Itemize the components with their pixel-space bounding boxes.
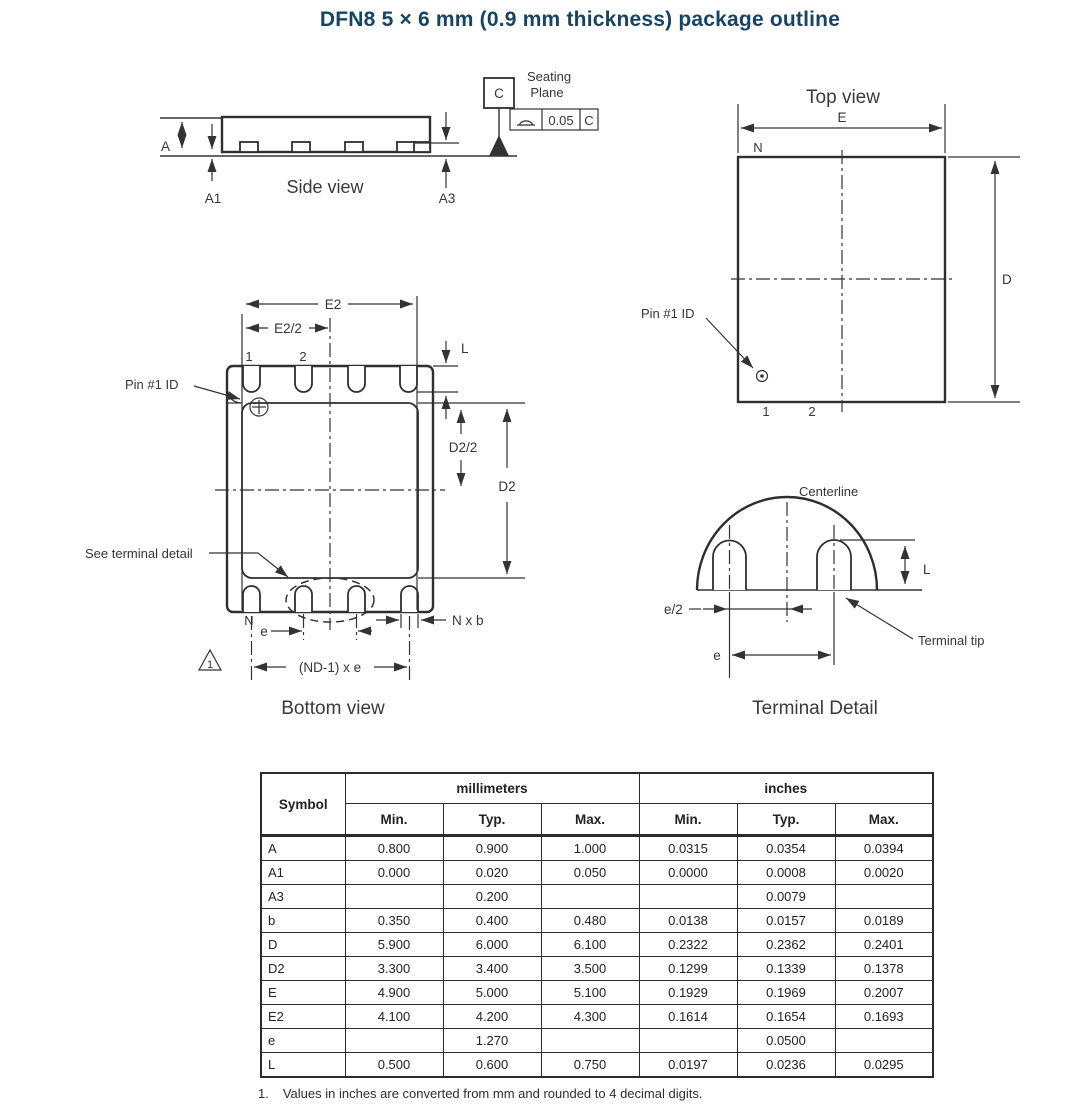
value-cell: 3.500 <box>541 957 639 981</box>
symbol-cell: L <box>261 1053 345 1078</box>
value-cell <box>639 885 737 909</box>
col-header-in-min: Min. <box>639 804 737 836</box>
value-cell: 3.400 <box>443 957 541 981</box>
value-cell: 0.0500 <box>737 1029 835 1053</box>
table-row <box>261 981 933 1005</box>
value-cell: 0.0000 <box>639 861 737 885</box>
dim-nd1e-label: (ND-1) x e <box>298 660 362 675</box>
symbol-cell: E <box>261 981 345 1005</box>
value-cell: 0.0394 <box>835 836 933 861</box>
table-row <box>261 909 933 933</box>
value-cell: 5.100 <box>541 981 639 1005</box>
table-row <box>261 1053 933 1078</box>
side-view-title: Side view <box>286 177 364 197</box>
value-cell: 0.0008 <box>737 861 835 885</box>
value-cell: 0.1339 <box>737 957 835 981</box>
dim-A-label: A <box>160 139 170 154</box>
dim-Nxb-label: N x b <box>452 613 484 628</box>
dimension-table <box>260 772 934 1078</box>
terminal-detail-body <box>697 497 922 678</box>
value-cell <box>345 885 443 909</box>
pin1-id-label: Pin #1 ID <box>125 377 179 392</box>
symbol-cell: D <box>261 933 345 957</box>
dim-L-label: L <box>923 562 931 577</box>
value-cell: 1.270 <box>443 1029 541 1053</box>
value-cell: 0.000 <box>345 861 443 885</box>
dim-A1-label: A1 <box>204 191 222 206</box>
value-cell: 1.000 <box>541 836 639 861</box>
inches-header: inches <box>639 773 933 804</box>
value-cell: 0.1969 <box>737 981 835 1005</box>
symbol-cell: A3 <box>261 885 345 909</box>
dim-D <box>948 157 1020 402</box>
col-header-mm-typ: Typ. <box>443 804 541 836</box>
feature-control-frame <box>510 109 598 130</box>
value-cell: 0.350 <box>345 909 443 933</box>
value-cell: 0.1654 <box>737 1005 835 1029</box>
pin1-number: 1 <box>762 404 770 419</box>
value-cell: 0.0295 <box>835 1053 933 1078</box>
top-view-title: Top view <box>806 87 880 108</box>
footnote-text: Values in inches are converted from mm and rounded to 4 decimal digits. <box>282 1086 703 1101</box>
pin1-id-label: Pin #1 ID <box>641 306 695 321</box>
dim-e-half-label: e/2 <box>664 602 683 617</box>
value-cell: 0.1299 <box>639 957 737 981</box>
value-cell: 0.0354 <box>737 836 835 861</box>
seating-label-2: Plane <box>530 85 564 100</box>
value-cell: 4.200 <box>443 1005 541 1029</box>
value-cell: 0.1614 <box>639 1005 737 1029</box>
value-cell: 0.400 <box>443 909 541 933</box>
symbol-header: Symbol <box>261 773 345 836</box>
top-view-body <box>731 150 952 412</box>
value-cell: 0.0315 <box>639 836 737 861</box>
value-cell: 0.2362 <box>737 933 835 957</box>
note-triangle <box>199 650 221 671</box>
flatness-symbol-icon <box>517 121 535 125</box>
dim-A3 <box>415 112 459 206</box>
dimension-table-body <box>261 836 933 1078</box>
table-row <box>261 1029 933 1053</box>
table-footnote <box>258 1086 702 1101</box>
dim-E <box>738 104 945 153</box>
value-cell: 0.0079 <box>737 885 835 909</box>
dim-D-label: D <box>1002 272 1012 287</box>
symbol-cell: D2 <box>261 957 345 981</box>
dim-A <box>161 122 182 154</box>
table-row <box>261 861 933 885</box>
dim-Nxb <box>376 613 484 628</box>
footnote-number: 1. <box>258 1086 269 1101</box>
col-header-in-typ: Typ. <box>737 804 835 836</box>
tolerance-datum: C <box>584 113 594 128</box>
dim-D2 <box>498 409 515 574</box>
col-header-mm-min: Min. <box>345 804 443 836</box>
col-header-in-max: Max. <box>835 804 933 836</box>
col-header-mm-max: Max. <box>541 804 639 836</box>
value-cell: 0.1929 <box>639 981 737 1005</box>
value-cell: 0.750 <box>541 1053 639 1078</box>
value-cell: 0.0138 <box>639 909 737 933</box>
value-cell: 0.0020 <box>835 861 933 885</box>
value-cell <box>639 1029 737 1053</box>
value-cell: 0.0157 <box>737 909 835 933</box>
symbol-cell: b <box>261 909 345 933</box>
top-view-drawing <box>630 85 1040 425</box>
value-cell: 6.000 <box>443 933 541 957</box>
value-cell: 0.480 <box>541 909 639 933</box>
side-view-body <box>160 117 517 156</box>
value-cell <box>835 1029 933 1053</box>
dim-L <box>417 341 469 419</box>
value-cell: 0.800 <box>345 836 443 861</box>
see-terminal-detail-label: See terminal detail <box>85 546 193 561</box>
value-cell: 0.2322 <box>639 933 737 957</box>
bottom-view-drawing <box>75 290 545 725</box>
bottom-view-title: Bottom view <box>281 698 385 719</box>
dim-e-label: e <box>260 624 268 639</box>
value-cell: 0.020 <box>443 861 541 885</box>
pin2-number: 2 <box>808 404 816 419</box>
table-row <box>261 933 933 957</box>
symbol-cell: e <box>261 1029 345 1053</box>
table-row <box>261 957 933 981</box>
seating-plane-callout <box>484 69 598 156</box>
dim-E2-half <box>246 321 328 336</box>
value-cell: 0.200 <box>443 885 541 909</box>
terminal-tip-label: Terminal tip <box>918 633 985 648</box>
symbol-cell: E2 <box>261 1005 345 1029</box>
value-cell: 4.100 <box>345 1005 443 1029</box>
pin1-id-callout <box>641 306 768 382</box>
value-cell: 5.900 <box>345 933 443 957</box>
dim-D2-half <box>449 410 478 486</box>
dim-E2-label: E2 <box>324 297 342 312</box>
dim-e-label: e <box>713 648 721 663</box>
value-cell: 0.1378 <box>835 957 933 981</box>
value-cell: 0.2401 <box>835 933 933 957</box>
value-cell <box>541 1029 639 1053</box>
bottom-view-body <box>215 318 525 630</box>
value-cell: 0.500 <box>345 1053 443 1078</box>
millimeters-header: millimeters <box>345 773 639 804</box>
terminal-detail-drawing <box>640 475 1010 725</box>
datum-box-label: C <box>494 86 504 101</box>
value-cell: 0.2007 <box>835 981 933 1005</box>
value-cell: 6.100 <box>541 933 639 957</box>
value-cell: 0.0236 <box>737 1053 835 1078</box>
symbol-cell: A1 <box>261 861 345 885</box>
dim-D2-half-label: D2/2 <box>448 440 478 455</box>
value-cell: 0.900 <box>443 836 541 861</box>
value-cell: 4.900 <box>345 981 443 1005</box>
value-cell <box>835 885 933 909</box>
tolerance-value: 0.05 <box>548 113 574 128</box>
seating-label-1: Seating <box>526 69 572 84</box>
value-cell: 0.0189 <box>835 909 933 933</box>
pin-N-label: N <box>753 140 763 155</box>
table-row <box>261 1005 933 1029</box>
table-row <box>261 836 933 861</box>
value-cell: 3.300 <box>345 957 443 981</box>
side-view-drawing <box>130 60 610 210</box>
value-cell: 0.1693 <box>835 1005 933 1029</box>
dim-E2-half-label: E2/2 <box>274 321 302 336</box>
dim-L <box>840 540 931 584</box>
datum-triangle <box>489 135 509 156</box>
dim-E-label: E <box>837 110 847 125</box>
pin2-number: 2 <box>299 349 307 364</box>
centerline-label: Centerline <box>799 484 859 499</box>
dim-A1 <box>205 124 222 206</box>
value-cell <box>345 1029 443 1053</box>
symbol-cell: A <box>261 836 345 861</box>
dim-e-half <box>664 602 812 617</box>
value-cell: 0.600 <box>443 1053 541 1078</box>
page-title: DFN8 5 × 6 mm (0.9 mm thickness) package outline <box>319 8 841 31</box>
value-cell <box>541 885 639 909</box>
note-number: 1 <box>206 659 214 671</box>
value-cell: 4.300 <box>541 1005 639 1029</box>
dim-L-label: L <box>461 341 469 356</box>
terminal-detail-title: Terminal Detail <box>752 698 878 719</box>
terminal-tip-callout <box>846 598 984 648</box>
pin-N-label: N <box>244 613 254 628</box>
value-cell: 5.000 <box>443 981 541 1005</box>
value-cell: 0.0197 <box>639 1053 737 1078</box>
dim-D2-label: D2 <box>498 479 516 494</box>
dim-e <box>713 648 831 663</box>
pin1-number: 1 <box>245 349 253 364</box>
dim-A3-label: A3 <box>438 191 456 206</box>
value-cell: 0.050 <box>541 861 639 885</box>
table-row <box>261 885 933 909</box>
